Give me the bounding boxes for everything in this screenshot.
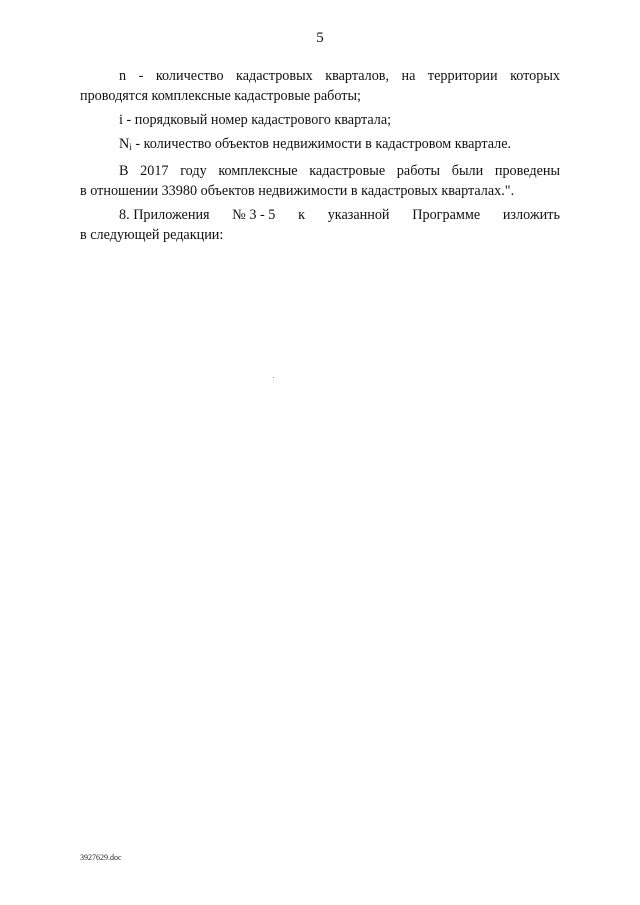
appendix-word-4: указанной: [327, 207, 390, 223]
appendix-word-5: Программе: [412, 207, 481, 223]
paragraph-2017-text2: в отношении 33980 объектов недвижимости в кадастровых кварталах.".: [80, 183, 515, 199]
appendix-word-3: к: [298, 207, 305, 223]
scan-speck: [273, 377, 274, 378]
ni-symbol: N: [119, 136, 130, 152]
paragraph-appendix-line2: [80, 225, 560, 245]
page-number: 5: [316, 30, 324, 46]
paragraph-2017-line1: [80, 161, 560, 181]
paragraph-2017-text1: В 2017 году комплексные кадастровые работы были проведены: [119, 163, 560, 179]
paragraph-n-definition: [80, 66, 560, 86]
appendix-word-6: изложить: [502, 207, 560, 223]
paragraph-n-line2: проводятся комплексные кадастровые работы;: [80, 88, 361, 104]
appendix-word-1: 8. Приложения: [119, 207, 210, 223]
paragraph-appendix-line1: [80, 205, 560, 225]
appendix-text2: в следующей редакции:: [80, 227, 224, 243]
paragraph-n-line1: n - количество кадастровых кварталов, на территории которых: [119, 68, 560, 84]
paragraph-i-definition: [80, 110, 560, 130]
paragraph-n-continuation: [80, 86, 560, 106]
ni-subscript: i: [129, 142, 132, 152]
document-body: [80, 66, 560, 249]
ni-text: - количество объектов недвижимости в кадастровом квартале.: [131, 136, 512, 152]
appendix-word-2: № 3 - 5: [232, 207, 276, 223]
paragraph-2017-line2: [80, 181, 560, 201]
paragraph-ni-definition: [80, 134, 560, 157]
paragraph-i-text: i - порядковый номер кадастрового квартала;: [119, 112, 392, 128]
footer-filename: 3927629.doc: [80, 853, 122, 862]
